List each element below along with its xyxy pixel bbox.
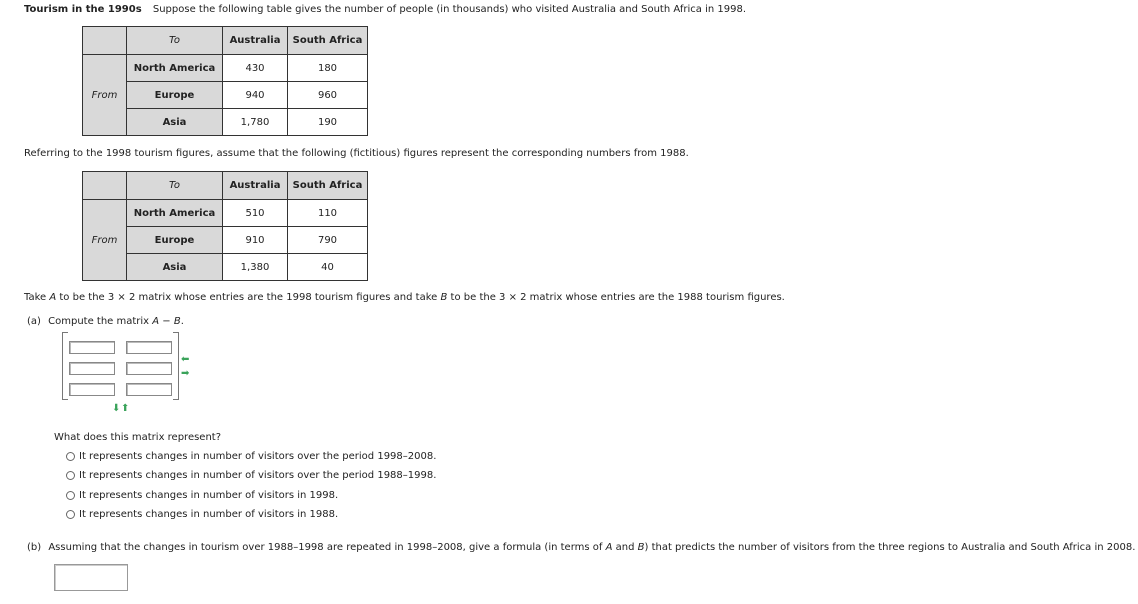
var-a: A (605, 542, 613, 553)
row-label: North America (127, 55, 223, 82)
table-cell: 180 (288, 55, 368, 82)
matrix-cell-r1c1[interactable] (69, 341, 115, 354)
option-4[interactable] (66, 509, 338, 520)
middle-text: Referring to the 1998 tourism figures, assume that the following (fictitious) figures represent the corresponding numbers from 1988. (24, 148, 689, 159)
problem-header (24, 4, 746, 15)
from-label: From (83, 200, 127, 281)
table-1998 (82, 26, 368, 136)
corner-cell (83, 27, 127, 55)
to-header: To (127, 27, 223, 55)
table-cell: 190 (288, 109, 368, 136)
col-south-africa: South Africa (288, 172, 368, 200)
matrix-cell-r1c2[interactable] (126, 341, 172, 354)
col-australia: Australia (223, 172, 288, 200)
option-2[interactable] (66, 470, 436, 481)
col-south-africa: South Africa (288, 27, 368, 55)
table-cell: 1,780 (223, 109, 288, 136)
part-b-text: Assuming that the changes in tourism over 1988–1998 are repeated in 1998–2008, give a formula (in terms of (48, 542, 606, 553)
to-header: To (127, 172, 223, 200)
option-label: It represents changes in number of visitors in 1998. (79, 490, 339, 501)
remove-column-icon[interactable]: ⬅ (181, 354, 190, 365)
radio-button[interactable] (66, 510, 75, 519)
take-text (24, 292, 785, 303)
period: . (180, 316, 184, 327)
radio-button[interactable] (66, 471, 75, 480)
matrix-cell-r3c1[interactable] (69, 383, 115, 396)
table-cell: 790 (288, 227, 368, 254)
table-cell: 940 (223, 82, 288, 109)
part-b-label: (b) (27, 542, 42, 553)
matrix-cell-r2c2[interactable] (126, 362, 172, 375)
table-cell: 110 (288, 200, 368, 227)
table-cell: 510 (223, 200, 288, 227)
corner-cell (83, 172, 127, 200)
question-text: What does this matrix represent? (54, 432, 222, 443)
remove-row-icon[interactable]: ⬆ (121, 403, 130, 414)
row-label: Europe (127, 82, 223, 109)
option-3[interactable] (66, 490, 338, 501)
take-text-part: to be the 3 × 2 matrix whose entries are the 1998 tourism figures and take (56, 292, 441, 303)
option-label: It represents changes in number of visitors over the period 1998–2008. (79, 451, 437, 462)
part-b-text: and (612, 542, 638, 553)
problem-title: Tourism in the 1990s (24, 4, 142, 15)
matrix-right-bracket (173, 332, 179, 400)
var-b: B (173, 316, 181, 327)
table-cell: 910 (223, 227, 288, 254)
option-label: It represents changes in number of visitors in 1988. (79, 509, 339, 520)
part-b-prompt (27, 542, 1135, 553)
part-a-text: Compute the matrix (48, 316, 153, 327)
radio-button[interactable] (66, 452, 75, 461)
option-1[interactable] (66, 451, 436, 462)
take-text-part: to be the 3 × 2 matrix whose entries are the 1988 tourism figures. (447, 292, 785, 303)
row-label: Europe (127, 227, 223, 254)
table-cell: 40 (288, 254, 368, 281)
var-a: A (49, 292, 57, 303)
var-a: A (152, 316, 160, 327)
table-1988 (82, 171, 368, 281)
part-a-label: (a) (27, 316, 41, 327)
formula-input[interactable] (54, 564, 128, 591)
row-label: North America (127, 200, 223, 227)
row-label: Asia (127, 109, 223, 136)
table-cell: 430 (223, 55, 288, 82)
matrix-cell-r2c1[interactable] (69, 362, 115, 375)
var-b: B (637, 542, 645, 553)
intro-text: Suppose the following table gives the number of people (in thousands) who visited Australia and South Africa in 1998. (152, 4, 746, 15)
row-label: Asia (127, 254, 223, 281)
table-cell: 960 (288, 82, 368, 109)
add-row-icon[interactable]: ⬇ (112, 403, 121, 414)
option-label: It represents changes in number of visitors over the period 1988–1998. (79, 470, 437, 481)
matrix-left-bracket (62, 332, 68, 400)
minus-sign: − (159, 316, 174, 327)
col-australia: Australia (223, 27, 288, 55)
table-cell: 1,380 (223, 254, 288, 281)
take-text-part: Take (24, 292, 50, 303)
radio-button[interactable] (66, 491, 75, 500)
part-b-text: ) that predicts the number of visitors from the three regions to Australia and South Africa in 2008. (644, 542, 1136, 553)
part-a-prompt (27, 316, 184, 327)
matrix-cell-r3c2[interactable] (126, 383, 172, 396)
var-b: B (440, 292, 448, 303)
from-label: From (83, 55, 127, 136)
add-column-icon[interactable]: ➡ (181, 368, 190, 379)
